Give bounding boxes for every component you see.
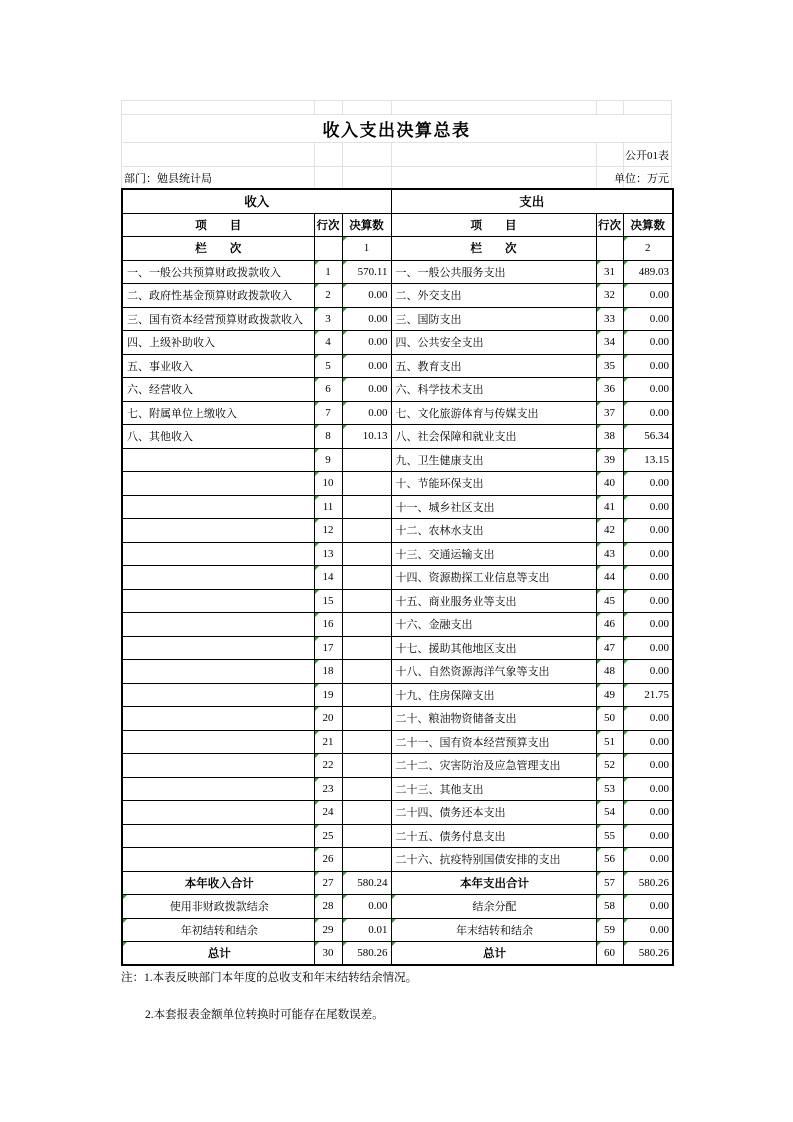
income-amount-cell (342, 683, 391, 707)
expense-amount-cell: 0.00 (623, 472, 673, 496)
income-item-cell: 二、政府性基金预算财政拨款收入 (122, 284, 314, 308)
page-title: 收入支出决算总表 (322, 121, 471, 140)
income-amount-cell: 0.00 (342, 284, 391, 308)
income-amount-cell: 0.00 (342, 307, 391, 331)
table-row (122, 401, 673, 425)
table-row (122, 566, 673, 590)
income-item-cell: 七、附属单位上缴收入 (122, 401, 314, 425)
expense-summary-item-cell: 本年支出合计 (391, 871, 596, 895)
expense-item-cell: 十七、援助其他地区支出 (391, 636, 596, 660)
expense-amount-cell: 0.00 (623, 284, 673, 308)
expense-item-cell: 十三、交通运输支出 (391, 542, 596, 566)
table-row (122, 307, 673, 331)
expense-line-cell: 31 (596, 260, 623, 284)
report-sheet (121, 100, 672, 966)
expense-amount-cell: 0.00 (623, 636, 673, 660)
table-row (122, 848, 673, 872)
summary-row-non-fiscal-balance (122, 895, 673, 919)
income-amount-cell: 580.24 (342, 871, 391, 895)
income-item-cell (122, 542, 314, 566)
table-code-row (121, 143, 672, 167)
expense-amount-cell: 0.00 (623, 707, 673, 731)
expense-item-cell: 二十六、抗疫特别国债安排的支出 (391, 848, 596, 872)
expense-amount-cell: 0.00 (623, 495, 673, 519)
income-line-cell: 5 (314, 354, 342, 378)
expense-amount-cell: 0.00 (623, 331, 673, 355)
income-line-cell: 8 (314, 425, 342, 449)
department-row (121, 167, 672, 188)
income-item-cell (122, 613, 314, 637)
income-line-cell: 18 (314, 660, 342, 684)
table-row (122, 495, 673, 519)
budget-final-accounts-table (121, 188, 674, 966)
income-amount-cell: 580.26 (342, 942, 391, 966)
expense-amount-cell: 0.00 (623, 354, 673, 378)
expense-item-cell: 一、一般公共服务支出 (391, 260, 596, 284)
expense-amount-cell: 0.00 (623, 542, 673, 566)
income-line-cell: 12 (314, 519, 342, 543)
expense-amount-cell: 0.00 (623, 519, 673, 543)
income-amount-cell (342, 542, 391, 566)
income-item-cell (122, 519, 314, 543)
income-item-cell (122, 566, 314, 590)
table-row (122, 378, 673, 402)
table-row (122, 425, 673, 449)
expense-line-cell: 56 (596, 848, 623, 872)
table-code: 公开01表 (625, 149, 669, 162)
expense-amount-cell: 0.00 (623, 307, 673, 331)
unit-label: 单位：万元 (614, 172, 669, 185)
income-item-cell: 四、上级补助收入 (122, 331, 314, 355)
income-line-cell: 2 (314, 284, 342, 308)
income-item-cell (122, 730, 314, 754)
table-row (122, 613, 673, 637)
expense-item-cell: 二十五、债务付息支出 (391, 824, 596, 848)
income-amount-cell (342, 495, 391, 519)
empty-cell (314, 237, 342, 261)
income-item-cell (122, 472, 314, 496)
income-line-cell: 23 (314, 777, 342, 801)
expense-line-cell: 40 (596, 472, 623, 496)
expense-line-cell: 37 (596, 401, 623, 425)
expense-line-cell: 39 (596, 448, 623, 472)
income-line-cell: 28 (314, 895, 342, 919)
income-amount-cell: 0.01 (342, 918, 391, 942)
income-summary-item-cell: 使用非财政拨款结余 (122, 895, 314, 919)
income-amount-cell: 0.00 (342, 331, 391, 355)
income-amount-column-header: 决算数 (342, 213, 391, 237)
expense-section-header: 支出 (391, 189, 673, 213)
expense-item-cell: 十一、城乡社区支出 (391, 495, 596, 519)
income-column-index: 1 (342, 237, 391, 261)
table-row (122, 519, 673, 543)
income-amount-cell (342, 589, 391, 613)
table-row (122, 331, 673, 355)
expense-line-cell: 41 (596, 495, 623, 519)
expense-line-cell: 34 (596, 331, 623, 355)
expense-amount-cell: 0.00 (623, 848, 673, 872)
expense-amount-cell: 580.26 (623, 871, 673, 895)
expense-item-cell: 二十、粮油物资储备支出 (391, 707, 596, 731)
income-line-cell: 22 (314, 754, 342, 778)
income-amount-cell: 0.00 (342, 354, 391, 378)
table-row (122, 636, 673, 660)
footnotes (121, 970, 691, 1023)
expense-item-cell: 十、节能环保支出 (391, 472, 596, 496)
expense-amount-cell: 0.00 (623, 918, 673, 942)
income-line-cell: 27 (314, 871, 342, 895)
income-item-cell: 一、一般公共预算财政拨款收入 (122, 260, 314, 284)
table-row (122, 801, 673, 825)
department-label: 部门：勉县统计局 (124, 172, 212, 185)
expense-amount-cell: 0.00 (623, 730, 673, 754)
expense-item-cell: 十九、住房保障支出 (391, 683, 596, 707)
expense-item-column-header: 项 目 (391, 213, 596, 237)
table-row (122, 777, 673, 801)
section-header-row (122, 189, 673, 213)
income-line-cell: 25 (314, 824, 342, 848)
income-amount-cell: 0.00 (342, 401, 391, 425)
expense-item-cell: 七、文化旅游体育与传媒支出 (391, 401, 596, 425)
expense-item-cell: 八、社会保障和就业支出 (391, 425, 596, 449)
expense-amount-cell: 0.00 (623, 754, 673, 778)
note-line-2: 2.本套报表金额单位转换时可能存在尾数误差。 (145, 1009, 384, 1021)
expense-line-cell: 45 (596, 589, 623, 613)
income-item-cell (122, 636, 314, 660)
expense-line-cell: 57 (596, 871, 623, 895)
expense-line-cell: 44 (596, 566, 623, 590)
summary-row-carryover (122, 918, 673, 942)
expense-item-cell: 六、科学技术支出 (391, 378, 596, 402)
income-item-cell (122, 589, 314, 613)
expense-line-cell: 54 (596, 801, 623, 825)
expense-line-cell: 42 (596, 519, 623, 543)
income-line-cell: 29 (314, 918, 342, 942)
title-row (121, 115, 672, 143)
income-item-cell: 三、国有资本经营预算财政拨款收入 (122, 307, 314, 331)
income-amount-cell: 0.00 (342, 378, 391, 402)
income-summary-item-cell: 年初结转和结余 (122, 918, 314, 942)
income-line-column-header: 行次 (314, 213, 342, 237)
income-summary-item-cell: 总计 (122, 942, 314, 966)
expense-item-cell: 二、外交支出 (391, 284, 596, 308)
expense-amount-cell: 0.00 (623, 589, 673, 613)
expense-item-cell: 五、教育支出 (391, 354, 596, 378)
table-row (122, 730, 673, 754)
income-amount-cell (342, 730, 391, 754)
table-row (122, 589, 673, 613)
income-item-cell (122, 754, 314, 778)
income-amount-cell (342, 707, 391, 731)
expense-line-cell: 35 (596, 354, 623, 378)
income-line-cell: 11 (314, 495, 342, 519)
income-section-header: 收入 (122, 189, 391, 213)
income-line-cell: 16 (314, 613, 342, 637)
expense-amount-cell: 580.26 (623, 942, 673, 966)
expense-line-cell: 33 (596, 307, 623, 331)
income-line-cell: 6 (314, 378, 342, 402)
expense-line-cell: 49 (596, 683, 623, 707)
expense-amount-cell: 0.00 (623, 895, 673, 919)
income-item-cell (122, 848, 314, 872)
income-amount-cell: 570.11 (342, 260, 391, 284)
income-amount-cell: 10.13 (342, 425, 391, 449)
expense-item-cell: 三、国防支出 (391, 307, 596, 331)
income-line-cell: 3 (314, 307, 342, 331)
income-line-cell: 13 (314, 542, 342, 566)
income-amount-cell (342, 824, 391, 848)
expense-item-cell: 十五、商业服务业等支出 (391, 589, 596, 613)
table-row (122, 260, 673, 284)
table-row (122, 354, 673, 378)
income-line-cell: 9 (314, 448, 342, 472)
expense-amount-cell: 21.75 (623, 683, 673, 707)
income-amount-cell (342, 566, 391, 590)
note-line-1: 注：1.本表反映部门本年度的总收支和年末结转结余情况。 (121, 972, 418, 984)
expense-amount-cell: 0.00 (623, 777, 673, 801)
income-line-cell: 1 (314, 260, 342, 284)
income-line-cell: 7 (314, 401, 342, 425)
expense-item-cell: 十六、金融支出 (391, 613, 596, 637)
income-amount-cell: 0.00 (342, 895, 391, 919)
income-amount-cell (342, 754, 391, 778)
expense-line-cell: 46 (596, 613, 623, 637)
expense-amount-cell: 13.15 (623, 448, 673, 472)
column-header-row (122, 213, 673, 237)
expense-line-cell: 50 (596, 707, 623, 731)
income-line-cell: 17 (314, 636, 342, 660)
expense-amount-cell: 0.00 (623, 801, 673, 825)
expense-line-cell: 55 (596, 824, 623, 848)
income-line-cell: 15 (314, 589, 342, 613)
table-row (122, 707, 673, 731)
expense-line-cell: 53 (596, 777, 623, 801)
table-row (122, 284, 673, 308)
expense-item-cell: 十二、农林水支出 (391, 519, 596, 543)
expense-line-cell: 38 (596, 425, 623, 449)
table-row (122, 472, 673, 496)
income-column-index-label: 栏 次 (122, 237, 314, 261)
expense-column-index-label: 栏 次 (391, 237, 596, 261)
expense-summary-item-cell: 年末结转和结余 (391, 918, 596, 942)
income-item-cell (122, 707, 314, 731)
expense-line-cell: 32 (596, 284, 623, 308)
expense-line-cell: 58 (596, 895, 623, 919)
income-item-cell: 五、事业收入 (122, 354, 314, 378)
expense-column-index: 2 (623, 237, 673, 261)
income-line-cell: 21 (314, 730, 342, 754)
income-item-cell: 六、经营收入 (122, 378, 314, 402)
decorative-grid-row (121, 100, 672, 115)
expense-item-cell: 二十三、其他支出 (391, 777, 596, 801)
expense-line-cell: 52 (596, 754, 623, 778)
expense-amount-cell: 0.00 (623, 401, 673, 425)
empty-cell (596, 237, 623, 261)
income-amount-cell (342, 801, 391, 825)
income-item-cell: 八、其他收入 (122, 425, 314, 449)
income-item-cell (122, 801, 314, 825)
income-item-cell (122, 660, 314, 684)
expense-line-cell: 60 (596, 942, 623, 966)
income-summary-item-cell: 本年收入合计 (122, 871, 314, 895)
expense-amount-cell: 0.00 (623, 378, 673, 402)
income-item-cell (122, 777, 314, 801)
expense-amount-cell: 0.00 (623, 660, 673, 684)
table-row (122, 660, 673, 684)
expense-summary-item-cell: 总计 (391, 942, 596, 966)
income-amount-cell (342, 448, 391, 472)
expense-item-cell: 二十一、国有资本经营预算支出 (391, 730, 596, 754)
income-amount-cell (342, 519, 391, 543)
income-item-column-header: 项 目 (122, 213, 314, 237)
expense-amount-cell: 0.00 (623, 566, 673, 590)
expense-amount-column-header: 决算数 (623, 213, 673, 237)
income-line-cell: 20 (314, 707, 342, 731)
expense-item-cell: 九、卫生健康支出 (391, 448, 596, 472)
column-index-row (122, 237, 673, 261)
expense-line-cell: 51 (596, 730, 623, 754)
income-amount-cell (342, 848, 391, 872)
income-amount-cell (342, 472, 391, 496)
income-item-cell (122, 824, 314, 848)
expense-amount-cell: 0.00 (623, 824, 673, 848)
expense-amount-cell: 489.03 (623, 260, 673, 284)
income-line-cell: 24 (314, 801, 342, 825)
income-item-cell (122, 683, 314, 707)
expense-item-cell: 二十四、债务还本支出 (391, 801, 596, 825)
expense-item-cell: 二十二、灾害防治及应急管理支出 (391, 754, 596, 778)
income-amount-cell (342, 636, 391, 660)
expense-line-cell: 47 (596, 636, 623, 660)
expense-item-cell: 十四、资源勘探工业信息等支出 (391, 566, 596, 590)
income-item-cell (122, 448, 314, 472)
expense-item-cell: 十八、自然资源海洋气象等支出 (391, 660, 596, 684)
expense-item-cell: 四、公共安全支出 (391, 331, 596, 355)
income-line-cell: 4 (314, 331, 342, 355)
summary-row-grand-total (122, 942, 673, 966)
income-item-cell (122, 495, 314, 519)
expense-line-cell: 48 (596, 660, 623, 684)
expense-line-column-header: 行次 (596, 213, 623, 237)
table-row (122, 683, 673, 707)
table-row (122, 824, 673, 848)
table-row (122, 542, 673, 566)
income-line-cell: 10 (314, 472, 342, 496)
table-row (122, 754, 673, 778)
expense-line-cell: 43 (596, 542, 623, 566)
income-amount-cell (342, 777, 391, 801)
expense-amount-cell: 56.34 (623, 425, 673, 449)
income-line-cell: 26 (314, 848, 342, 872)
expense-line-cell: 36 (596, 378, 623, 402)
expense-amount-cell: 0.00 (623, 613, 673, 637)
expense-line-cell: 59 (596, 918, 623, 942)
income-line-cell: 14 (314, 566, 342, 590)
income-line-cell: 19 (314, 683, 342, 707)
expense-summary-item-cell: 结余分配 (391, 895, 596, 919)
income-amount-cell (342, 660, 391, 684)
table-row (122, 448, 673, 472)
income-line-cell: 30 (314, 942, 342, 966)
income-amount-cell (342, 613, 391, 637)
summary-row-total-current-year (122, 871, 673, 895)
